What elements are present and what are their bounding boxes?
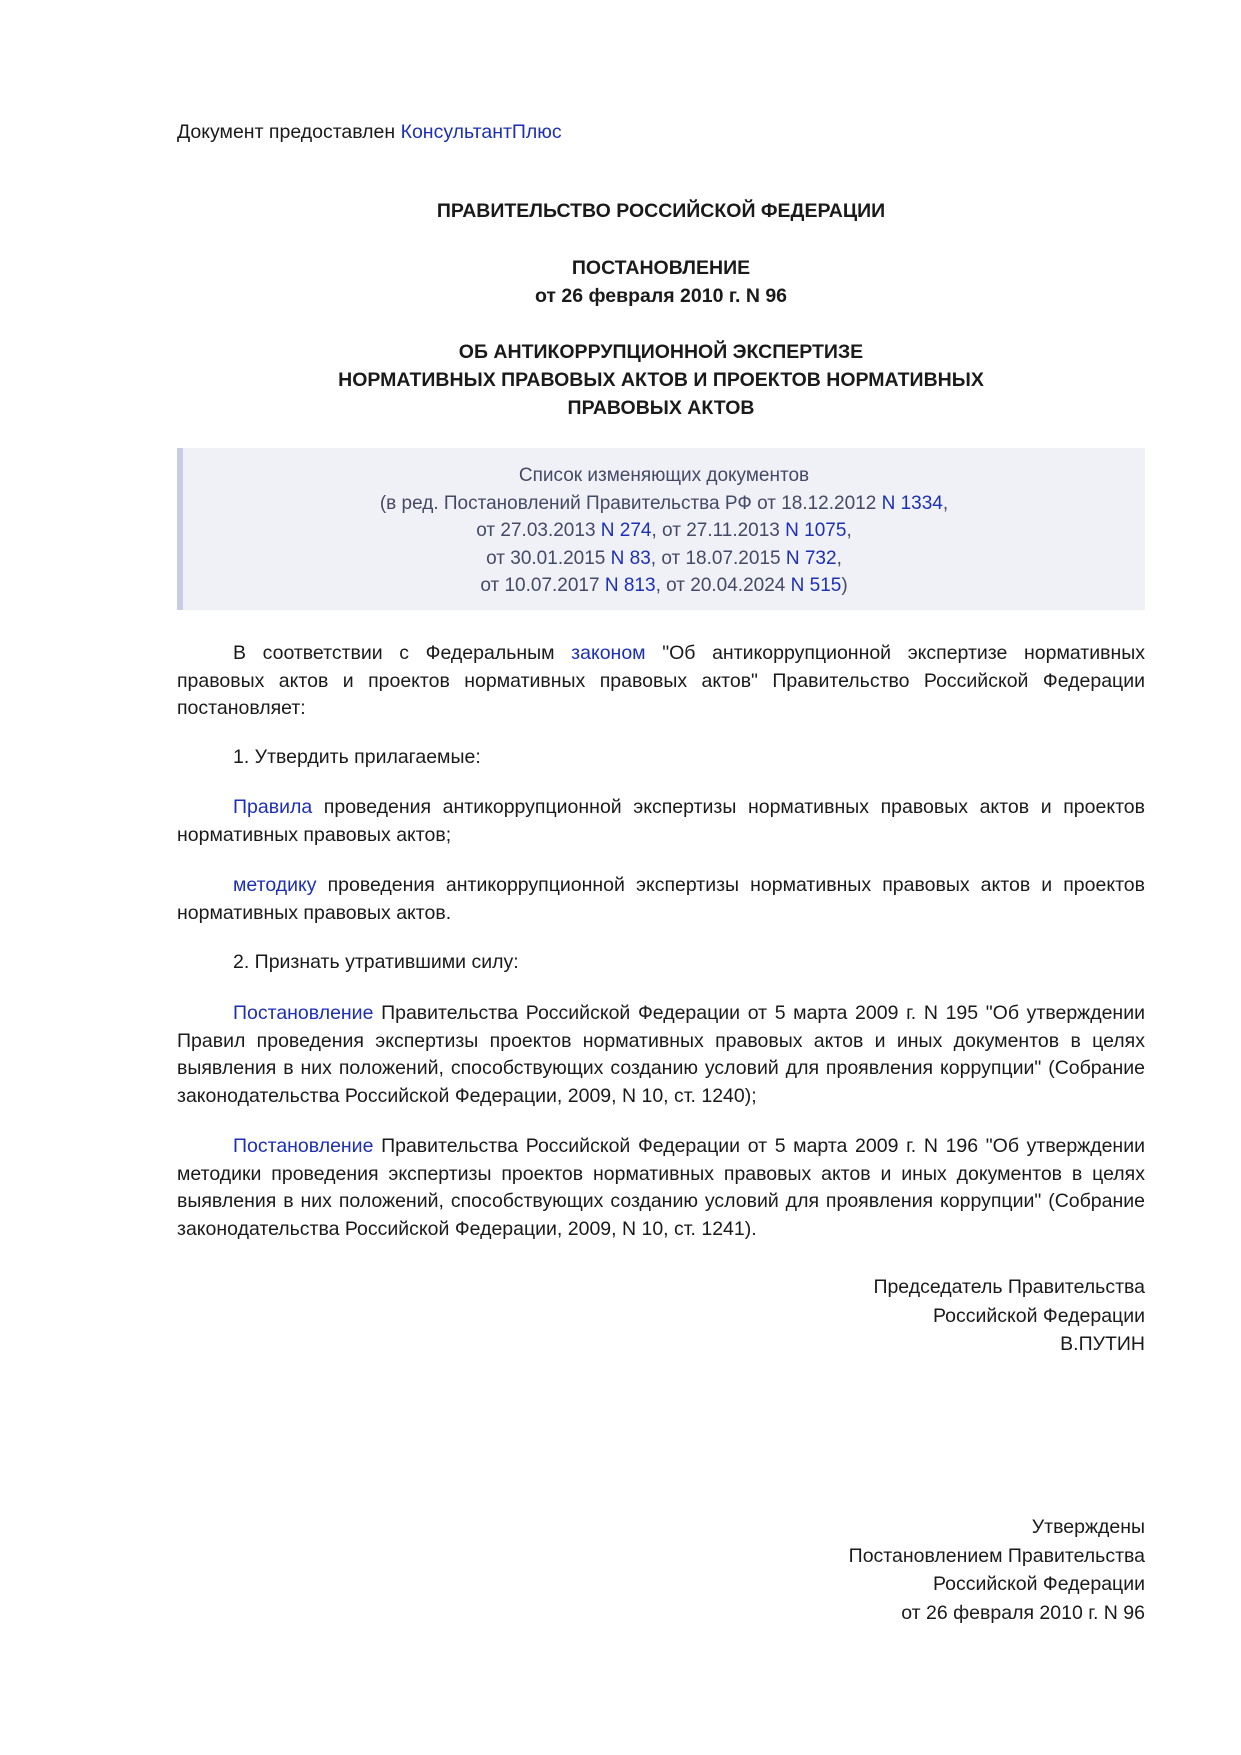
government-heading: ПРАВИТЕЛЬСТВО РОССИЙСКОЙ ФЕДЕРАЦИИ (436, 200, 886, 222)
provided-by-text: Документ предоставлен (177, 121, 401, 143)
amendments-box (177, 448, 1145, 610)
amendments-line-1: (в ред. Постановлений Правительства РФ от 18.12.2012 N 1334, (379, 492, 949, 514)
amendment-link-274[interactable]: N 274 (600, 520, 652, 541)
amendment-link-1075[interactable]: N 1075 (785, 520, 847, 541)
amendments-heading: Список изменяющих документов (518, 465, 810, 486)
consultant-plus-link[interactable]: КонсультантПлюс (400, 121, 562, 143)
amendment-link-515[interactable]: N 515 (790, 575, 842, 596)
subject-line-3: ПРАВОВЫХ АКТОВ (567, 397, 755, 419)
provided-by-line (177, 119, 562, 145)
federal-law-link[interactable]: законом (571, 642, 646, 664)
amendment-link-732[interactable]: N 732 (785, 547, 837, 569)
rules-paragraph: Правила проведения антикоррупционной экспертизы нормативных правовых актов и проектов нормативных правовых актов; (177, 796, 1145, 846)
item-2: 2. Признать утратившими силу: (233, 951, 519, 973)
approved-block (177, 1513, 1145, 1627)
repeal-paragraph-1: Постановление Правительства Российской Федерации от 5 марта 2009 г. N 195 "Об утверждении Правил проведения экспертизы проектов нормативных правовых актов и иных документов в целях выявления в них положений, способствующих созданию условий для проявления коррупции" (Собрание законодательства Российской Федерации, 2009, N 10, ст. 1240); (177, 1002, 1145, 1107)
amendments-line-2: от 27.03.2013 N 274, от 27.11.2013 N 1075, (476, 520, 852, 541)
document-type: ПОСТАНОВЛЕНИЕ (571, 257, 751, 279)
amendment-link-83[interactable]: N 83 (610, 547, 651, 569)
signature-block (177, 1273, 1145, 1359)
amendments-line-3: от 30.01.2015 N 83, от 18.07.2015 N 732, (486, 547, 842, 569)
resolution-195-link[interactable]: Постановление (233, 1002, 374, 1024)
intro-paragraph: В соответствии с Федеральным законом "Об антикоррупционной экспертизе нормативных правовых актов и проектов нормативных правовых актов" Правительство Российской Федерации постановляет: (177, 642, 1145, 719)
approved-line-3: Российской Федерации (932, 1573, 1145, 1595)
signature-title: Председатель Правительства (873, 1276, 1145, 1298)
document-date: от 26 февраля 2010 г. N 96 (534, 285, 788, 307)
amendment-link-1334[interactable]: N 1334 (881, 492, 943, 514)
signature-country: Российской Федерации (932, 1304, 1145, 1327)
methodology-paragraph: методику проведения антикоррупционной экспертизы нормативных правовых актов и проектов нормативных правовых актов. (177, 874, 1145, 924)
approved-line-4: от 26 февраля 2010 г. N 96 (901, 1601, 1145, 1624)
repeal-paragraph-2: Постановление Правительства Российской Федерации от 5 марта 2009 г. N 196 "Об утверждении методики проведения экспертизы проектов нормативных правовых актов и иных документов в целях выявления в них положений, способствующих созданию условий для проявления коррупции" (Собрание законодательства Российской Федерации, 2009, N 10, ст. 1241). (177, 1135, 1145, 1240)
item-1: 1. Утвердить прилагаемые: (233, 746, 481, 768)
subject-line-1: ОБ АНТИКОРРУПЦИОННОЙ ЭКСПЕРТИЗЕ (458, 341, 864, 363)
resolution-196-link[interactable]: Постановление (233, 1135, 374, 1157)
subject-line-2: НОРМАТИВНЫХ ПРАВОВЫХ АКТОВ И ПРОЕКТОВ НОРМАТИВНЫХ (338, 369, 984, 391)
approved-line-2: Постановлением Правительства (848, 1544, 1145, 1567)
approved-line-1: Утверждены (1031, 1516, 1145, 1538)
amendments-line-4: от 10.07.2017 N 813, от 20.04.2024 N 515) (480, 575, 848, 596)
signature-name: В.ПУТИН (1060, 1333, 1145, 1355)
amendment-link-813[interactable]: N 813 (604, 575, 656, 596)
rules-link[interactable]: Правила (233, 796, 313, 818)
methodology-link[interactable]: методику (233, 874, 317, 896)
